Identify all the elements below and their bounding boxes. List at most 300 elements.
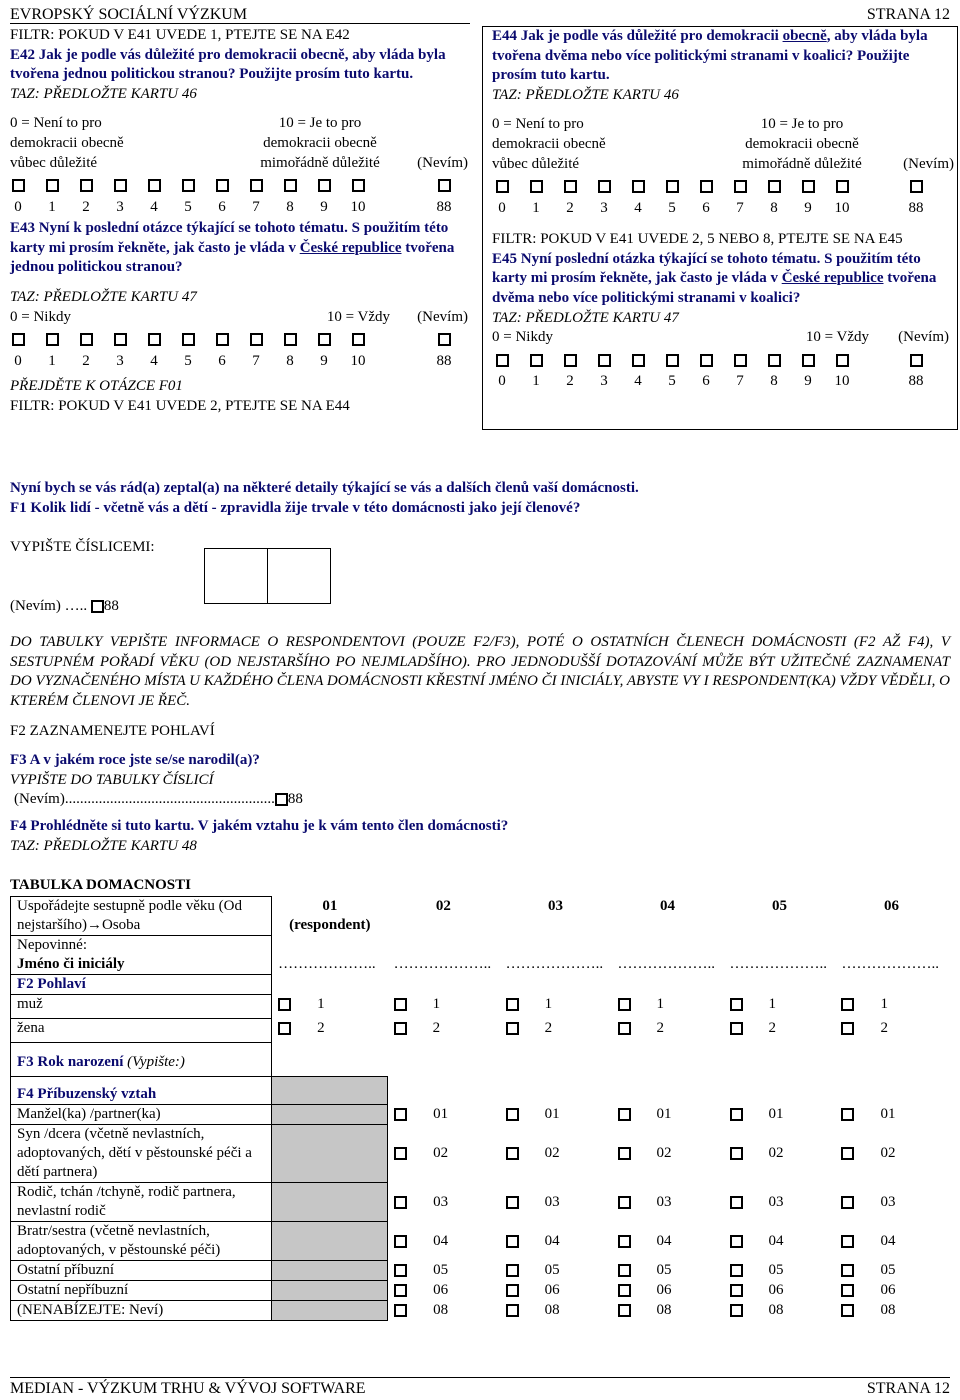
scale-value: 1 (48, 198, 56, 215)
scale-value: 5 (668, 199, 676, 216)
scale-value: 7 (736, 373, 744, 390)
scale-option-4[interactable] (626, 348, 650, 392)
female-option[interactable]: 2 (278, 1020, 325, 1036)
scale-option-3[interactable] (108, 327, 132, 371)
scale-anchors-e43: 0 = Nikdy 10 = Vždy (Nevím) (10, 308, 468, 325)
male-option[interactable]: 1 (394, 996, 441, 1012)
checkbox[interactable] (530, 354, 543, 367)
relation-option[interactable]: 03 (506, 1194, 560, 1210)
checkbox[interactable] (632, 354, 645, 367)
scale-value: 10 (834, 373, 850, 390)
scale-option-9[interactable] (312, 327, 336, 371)
checkbox[interactable] (730, 998, 743, 1011)
checkbox[interactable] (618, 1196, 631, 1209)
birth-year-field[interactable] (724, 1043, 836, 1077)
relation-option[interactable]: 04 (394, 1233, 448, 1249)
birth-year-field[interactable] (500, 1043, 612, 1077)
checkbox[interactable] (394, 1284, 407, 1297)
checkbox[interactable] (12, 333, 25, 346)
name-field[interactable]: ……………….. (841, 955, 939, 972)
card-46-instruction: TAZ: PŘEDLOŽTE KARTU 46 (10, 85, 197, 102)
female-option[interactable]: 2 (394, 1020, 441, 1036)
scale-value: 5 (668, 373, 676, 390)
relation-option[interactable]: 01 (506, 1106, 560, 1122)
scale-value: 2 (82, 198, 90, 215)
page-footer (10, 1380, 950, 1398)
scale-value: 4 (634, 373, 642, 390)
checkbox[interactable] (250, 333, 263, 346)
checkbox[interactable] (730, 1264, 743, 1277)
checkbox[interactable] (564, 180, 577, 193)
checkbox[interactable] (318, 179, 331, 192)
checkbox[interactable] (506, 1108, 519, 1121)
scale-value: 7 (252, 352, 260, 369)
scale-value: 3 (600, 199, 608, 216)
table-row: (NENABÍZEJTE: Neví) 08 08 08 08 08 (11, 1301, 948, 1321)
question-f3-block: F3 A v jakém roce jste se/se narodil(a)? VYPIŠTE DO TABULKY ČÍSLICÍ (Nevím)........................................................ 88 (10, 752, 303, 808)
scale-value: 6 (702, 199, 710, 216)
checkbox[interactable] (841, 1147, 854, 1160)
scale-option-2[interactable] (558, 174, 582, 218)
checkbox[interactable] (182, 333, 195, 346)
scale-value: 88 (908, 199, 924, 216)
relation-option[interactable]: 06 (841, 1282, 895, 1298)
scale-option-10[interactable] (346, 327, 370, 371)
goto-f01: PŘEJDĚTE K OTÁZCE F01 (10, 378, 183, 395)
relation-option[interactable]: 04 (618, 1233, 672, 1249)
scale-option-7[interactable] (728, 348, 752, 392)
checkbox[interactable] (841, 1264, 854, 1277)
page-header (10, 2, 950, 24)
relation-option[interactable]: 02 (841, 1145, 895, 1161)
male-option[interactable]: 1 (618, 996, 665, 1012)
checkbox[interactable] (318, 333, 331, 346)
scale-value: 8 (286, 198, 294, 215)
scale-value: 9 (320, 352, 328, 369)
scale-option-3[interactable] (592, 174, 616, 218)
checkbox[interactable] (618, 1264, 631, 1277)
checkbox[interactable] (618, 1304, 631, 1317)
scale-option-9[interactable] (312, 173, 336, 217)
checkbox[interactable] (618, 1022, 631, 1035)
scale-value: 5 (184, 198, 192, 215)
filter-e44: FILTR: POKUD V E41 UVEDE 2, PTEJTE SE NA E44 (10, 397, 350, 414)
scale-option-88[interactable] (904, 174, 928, 218)
checkbox[interactable] (802, 180, 815, 193)
checkbox[interactable] (278, 998, 291, 1011)
scale-option-10[interactable] (346, 173, 370, 217)
scale-option-6[interactable] (210, 327, 234, 371)
name-field[interactable]: ……………….. (393, 955, 492, 972)
scale-option-88[interactable] (432, 173, 456, 217)
male-option[interactable]: 1 (730, 996, 777, 1012)
checkbox[interactable] (730, 1284, 743, 1297)
checkbox[interactable] (114, 333, 127, 346)
relation-option[interactable]: 03 (730, 1194, 784, 1210)
relation-option[interactable]: 06 (394, 1282, 448, 1298)
checkbox[interactable] (730, 1147, 743, 1160)
table-row: Rodič, tchán /tchyně, rodič partnera, nevlastní rodič 03 03 03 03 03 (11, 1183, 948, 1222)
scale-value: 0 (498, 199, 506, 216)
relation-option[interactable]: 05 (730, 1262, 784, 1278)
checkbox[interactable] (836, 354, 849, 367)
checkbox[interactable] (352, 333, 365, 346)
checkbox[interactable] (438, 179, 451, 192)
table-row: žena 2 2 2 2 2 2 (11, 1019, 948, 1043)
scale-option-8[interactable] (278, 173, 302, 217)
question-e43: E43 Nyní k poslední otázce týkající se tohoto tématu. S použitím této karty mi prosím řekněte, jak často je vláda v České republice tvořena jednou politickou stranou? (10, 220, 455, 276)
page-number: STRANA 12 (866, 6, 950, 23)
scale-value: 10 (350, 352, 366, 369)
scale-value: 0 (498, 373, 506, 390)
scale-value: 5 (184, 352, 192, 369)
checkbox[interactable] (352, 179, 365, 192)
relation-option[interactable]: 06 (618, 1282, 672, 1298)
checkbox[interactable] (46, 333, 59, 346)
scale-value: 8 (770, 373, 778, 390)
name-field[interactable]: ……………….. (729, 955, 827, 972)
scale-value: 88 (436, 352, 452, 369)
scale-value: 1 (532, 199, 540, 216)
f1-dont-know: (Nevím) ….. 88 (10, 598, 119, 614)
checkbox[interactable] (114, 179, 127, 192)
checkbox[interactable] (802, 354, 815, 367)
checkbox[interactable] (841, 1284, 854, 1297)
table-header-row: Uspořádejte sestupně podle věku (Od nejstaršího)→Osoba 01 (respondent) 02 03 04 05 06 (11, 897, 948, 936)
scale-option-5[interactable] (176, 327, 200, 371)
scale-value: 3 (116, 352, 124, 369)
relation-option[interactable]: 03 (841, 1194, 895, 1210)
checkbox[interactable] (730, 1235, 743, 1248)
scale-option-5[interactable] (660, 174, 684, 218)
scale-option-0[interactable] (6, 173, 30, 217)
checkbox[interactable] (734, 354, 747, 367)
checkbox[interactable] (496, 354, 509, 367)
checkbox[interactable] (80, 333, 93, 346)
scale-option-2[interactable] (74, 173, 98, 217)
scale-option-3[interactable] (592, 348, 616, 392)
checkbox[interactable] (836, 180, 849, 193)
digit-box-2[interactable] (267, 548, 331, 604)
checkbox[interactable] (768, 180, 781, 193)
scale-option-7[interactable] (244, 173, 268, 217)
checkbox[interactable] (12, 179, 25, 192)
checkbox[interactable] (910, 180, 923, 193)
scale-value: 4 (150, 198, 158, 215)
write-digits-label: VYPIŠTE ČÍSLICEMI: (10, 539, 155, 555)
checkbox[interactable] (841, 1235, 854, 1248)
scale-value: 9 (804, 373, 812, 390)
checkbox[interactable] (216, 179, 229, 192)
relation-option[interactable]: 04 (730, 1233, 784, 1249)
checkbox[interactable] (618, 1147, 631, 1160)
checkbox[interactable] (394, 1304, 407, 1317)
footer-page: STRANA 12 (866, 1380, 950, 1397)
scale-option-2[interactable] (74, 327, 98, 371)
scale-option-7[interactable] (728, 174, 752, 218)
scale-value: 0 (14, 198, 22, 215)
scale-value: 8 (770, 199, 778, 216)
scale-e44 (492, 174, 957, 220)
male-option[interactable]: 1 (506, 996, 553, 1012)
scale-option-0[interactable] (490, 174, 514, 218)
checkbox[interactable] (632, 180, 645, 193)
scale-option-5[interactable] (660, 348, 684, 392)
scale-value: 8 (286, 352, 294, 369)
checkbox[interactable] (91, 600, 104, 613)
right-panel (482, 26, 958, 430)
checkbox[interactable] (216, 333, 229, 346)
scale-value: 9 (804, 199, 812, 216)
checkbox[interactable] (730, 1108, 743, 1121)
checkbox[interactable] (506, 1264, 519, 1277)
table-row: Ostatní nepříbuzní 06 06 06 06 06 (11, 1281, 948, 1301)
scale-option-6[interactable] (694, 348, 718, 392)
household-intro: Nyní bych se vás rád(a) zeptal(a) na některé detaily týkající se vás a dalších členů vaší domácnosti. F1 Kolik lidí - včetně vás a dětí - zpravidla žije trvale v této domácnosti jako její členové? (10, 479, 950, 518)
male-option[interactable]: 1 (841, 996, 888, 1012)
female-option[interactable]: 2 (841, 1020, 888, 1036)
relation-option[interactable]: 05 (841, 1262, 895, 1278)
checkbox[interactable] (506, 998, 519, 1011)
relation-option[interactable]: 05 (618, 1262, 672, 1278)
scale-value: 88 (908, 373, 924, 390)
checkbox[interactable] (768, 354, 781, 367)
checkbox[interactable] (46, 179, 59, 192)
household-table (10, 896, 948, 1321)
scale-value: 7 (252, 198, 260, 215)
scale-anchors-e42: 0 = Není to pro 10 = Je to pro demokracii obecně demokracii obecně vůbec důležité mimořádně důležité (Nevím) (10, 115, 468, 171)
checkbox[interactable] (598, 354, 611, 367)
checkbox[interactable] (564, 354, 577, 367)
scale-option-8[interactable] (762, 348, 786, 392)
relation-option[interactable]: 04 (506, 1233, 560, 1249)
checkbox[interactable] (278, 1022, 291, 1035)
checkbox[interactable] (506, 1022, 519, 1035)
relation-option[interactable]: 08 (841, 1302, 895, 1318)
name-field[interactable]: ……………….. (617, 955, 716, 972)
question-f1: F1 Kolik lidí - včetně vás a dětí - zpravidla žije trvale v této domácnosti jako její členové? (10, 499, 581, 516)
scale-value: 2 (566, 373, 574, 390)
scale-value: 1 (532, 373, 540, 390)
left-panel (10, 26, 468, 416)
checkbox[interactable] (618, 1284, 631, 1297)
scale-option-5[interactable] (176, 173, 200, 217)
relation-option[interactable]: 05 (394, 1262, 448, 1278)
scale-option-1[interactable] (524, 174, 548, 218)
relation-option[interactable]: 01 (730, 1106, 784, 1122)
scale-option-3[interactable] (108, 173, 132, 217)
male-option[interactable]: 1 (278, 996, 325, 1012)
scale-option-10[interactable] (830, 348, 854, 392)
relation-option[interactable]: 03 (394, 1194, 448, 1210)
scale-option-9[interactable] (796, 348, 820, 392)
card-47-instruction-right: TAZ: PŘEDLOŽTE KARTU 47 (492, 309, 679, 326)
checkbox[interactable] (506, 1284, 519, 1297)
relation-option[interactable]: 01 (841, 1106, 895, 1122)
table-row: muž 1 1 1 1 1 1 (11, 995, 948, 1019)
scale-option-8[interactable] (278, 327, 302, 371)
table-row: Bratr/sestra (včetně nevlastních, adoptovaných, v pěstounské péči) 04 04 04 04 04 (11, 1222, 948, 1261)
scale-value: 4 (634, 199, 642, 216)
checkbox[interactable] (284, 333, 297, 346)
table-row: Manžel(ka) /partner(ka) 01 01 01 01 01 (11, 1105, 948, 1125)
checkbox[interactable] (250, 179, 263, 192)
scale-value: 88 (436, 198, 452, 215)
scale-option-0[interactable] (490, 348, 514, 392)
birth-year-field[interactable] (612, 1043, 724, 1077)
checkbox[interactable] (530, 180, 543, 193)
checkbox[interactable] (394, 1022, 407, 1035)
checkbox[interactable] (618, 1235, 631, 1248)
checkbox[interactable] (700, 354, 713, 367)
scale-option-88[interactable] (432, 327, 456, 371)
checkbox[interactable] (182, 179, 195, 192)
checkbox[interactable] (730, 1022, 743, 1035)
relation-option[interactable]: 01 (394, 1106, 448, 1122)
relation-option[interactable]: 02 (506, 1145, 560, 1161)
female-option[interactable]: 2 (506, 1020, 553, 1036)
checkbox[interactable] (506, 1196, 519, 1209)
relation-option[interactable]: 08 (730, 1302, 784, 1318)
scale-value: 7 (736, 199, 744, 216)
footer-company: MEDIAN - VÝZKUM TRHU & VÝVOJ SOFTWARE (10, 1380, 366, 1397)
checkbox[interactable] (496, 180, 509, 193)
relation-option[interactable]: 06 (730, 1282, 784, 1298)
question-e45: E45 Nyní poslední otázka týkající se tohoto tématu. S použitím této karty mi prosím řekněte, jak často je vláda v České republice tvořena dvěma nebo více politickými stranami v koalici? (492, 250, 937, 306)
scale-option-1[interactable] (40, 327, 64, 371)
relation-option[interactable]: 02 (618, 1145, 672, 1161)
scale-value: 9 (320, 198, 328, 215)
scale-option-0[interactable] (6, 327, 30, 371)
checkbox[interactable] (666, 180, 679, 193)
checkbox[interactable] (734, 180, 747, 193)
card-46-instruction-right: TAZ: PŘEDLOŽTE KARTU 46 (492, 86, 679, 103)
checkbox[interactable] (618, 1108, 631, 1121)
checkbox[interactable] (841, 1022, 854, 1035)
scale-option-10[interactable] (830, 174, 854, 218)
name-field[interactable]: ……………….. (278, 955, 376, 972)
checkbox[interactable] (598, 180, 611, 193)
checkbox[interactable] (841, 1304, 854, 1317)
checkbox[interactable] (618, 998, 631, 1011)
relation-option[interactable]: 02 (730, 1145, 784, 1161)
scale-value: 10 (834, 199, 850, 216)
scale-option-7[interactable] (244, 327, 268, 371)
scale-option-1[interactable] (40, 173, 64, 217)
scale-value: 6 (702, 373, 710, 390)
filter-e45: FILTR: POKUD V E41 UVEDE 2, 5 NEBO 8, PTEJTE SE NA E45 (492, 231, 903, 248)
checkbox[interactable] (841, 1196, 854, 1209)
checkbox[interactable] (438, 333, 451, 346)
scale-option-9[interactable] (796, 174, 820, 218)
relation-option[interactable]: 04 (841, 1233, 895, 1249)
scale-e42 (10, 173, 468, 219)
table-row: Nepovinné: Jméno či iniciály ……………….. ……………….. ……………….. ……………….. ……………….. ……………….. (11, 936, 948, 975)
survey-title: EVROPSKÝ SOCIÁLNÍ VÝZKUM (10, 6, 248, 23)
question-e42: E42 Jak je podle vás důležité pro demokracii obecně, aby vláda byla tvořena jednou politickou stranou? Použijte prosím tuto kartu. (10, 46, 446, 83)
checkbox[interactable] (394, 1264, 407, 1277)
scale-value: 0 (14, 352, 22, 369)
checkbox[interactable] (394, 1147, 407, 1160)
filter-e42: FILTR: POKUD V E41 UVEDE 1, PTEJTE SE NA E42 (10, 27, 350, 43)
checkbox[interactable] (730, 1196, 743, 1209)
relation-option[interactable]: 08 (506, 1302, 560, 1318)
card-47-instruction: TAZ: PŘEDLOŽTE KARTU 47 (10, 288, 197, 305)
table-row: F3 Rok narození (Vypište:) (11, 1043, 948, 1077)
checkbox[interactable] (394, 1196, 407, 1209)
scale-option-88[interactable] (904, 348, 928, 392)
checkbox[interactable] (506, 1304, 519, 1317)
checkbox[interactable] (394, 1235, 407, 1248)
scale-value: 2 (566, 199, 574, 216)
digit-box-1[interactable] (204, 548, 268, 604)
scale-e45 (492, 348, 957, 394)
checkbox[interactable] (700, 180, 713, 193)
name-field[interactable]: ……………….. (505, 955, 604, 972)
relation-option[interactable]: 08 (618, 1302, 672, 1318)
scale-option-4[interactable] (142, 173, 166, 217)
birth-year-field[interactable] (835, 1043, 947, 1077)
table-row: Syn /dcera (včetně nevlastních, adoptovaných, dětí v pěstounské péči a dětí partnera) 02 02 02 02 02 (11, 1125, 948, 1183)
scale-value: 2 (82, 352, 90, 369)
checkbox[interactable] (394, 998, 407, 1011)
scale-option-6[interactable] (210, 173, 234, 217)
scale-value: 1 (48, 352, 56, 369)
table-row: F4 Příbuzenský vztah (11, 1077, 948, 1105)
question-e44: E44 Jak je podle vás důležité pro demokracii obecně, aby vláda byla tvořena dvěma nebo více politickými stranami v koalici? Použijte prosím tuto kartu. (492, 28, 928, 84)
scale-value: 3 (116, 198, 124, 215)
checkbox[interactable] (80, 179, 93, 192)
footer-rule (10, 1377, 950, 1378)
scale-value: 6 (218, 198, 226, 215)
checkbox[interactable] (730, 1304, 743, 1317)
scale-option-2[interactable] (558, 348, 582, 392)
scale-option-4[interactable] (626, 174, 650, 218)
scale-anchors-e45: 0 = Nikdy 10 = Vždy (Nevím) (492, 329, 949, 346)
checkbox[interactable] (148, 179, 161, 192)
scale-option-4[interactable] (142, 327, 166, 371)
scale-option-6[interactable] (694, 174, 718, 218)
relation-option[interactable]: 06 (506, 1282, 560, 1298)
checkbox[interactable] (275, 793, 288, 806)
checkbox[interactable] (841, 998, 854, 1011)
checkbox[interactable] (841, 1108, 854, 1121)
checkbox[interactable] (506, 1147, 519, 1160)
table-title: TABULKA DOMACNOSTI (10, 877, 191, 893)
checkbox[interactable] (910, 354, 923, 367)
birth-year-field[interactable] (272, 1043, 388, 1077)
checkbox[interactable] (506, 1235, 519, 1248)
checkbox[interactable] (284, 179, 297, 192)
relation-option[interactable]: 03 (618, 1194, 672, 1210)
table-instruction: DO TABULKY VEPIŠTE INFORMACE O RESPONDENTOVI (POUZE F2/F3), POTÉ O OSTATNÍCH ČLENECH DOMÁCNOSTI (F2 AŽ F4), V SESTUPNÉM POŘADÍ VĚKU (OD NEJSTARŠÍHO PO NEJMLADŠÍHO). PRO JEDNODUŠŠÍ DOTAZOVÁNÍ MŮŽE BÝT UŽITEČNÉ ZAZNAMENAT DO VYZNAČENÉHO MÍSTA U KAŽDÉHO ČLENA DOMÁCNOSTI KŘESTNÍ JMÉNO ČI INICIÁLY, ABYSTE VY I RESPONDENT(KA) VŽDY VĚDĚLI, O KTERÉM ČLENOVI JE ŘEČ. (10, 634, 950, 709)
female-option[interactable]: 2 (730, 1020, 777, 1036)
checkbox[interactable] (666, 354, 679, 367)
relation-option[interactable]: 01 (618, 1106, 672, 1122)
question-f4-block: F4 Prohlédněte si tuto kartu. V jakém vztahu je k vám tento člen domácnosti? TAZ: PŘEDLOŽTE KARTU 48 (10, 818, 509, 854)
scale-value: 10 (350, 198, 366, 215)
scale-e43 (10, 327, 468, 373)
birth-year-field[interactable] (388, 1043, 500, 1077)
scale-option-8[interactable] (762, 174, 786, 218)
relation-option[interactable]: 02 (394, 1145, 448, 1161)
checkbox[interactable] (148, 333, 161, 346)
scale-option-1[interactable] (524, 348, 548, 392)
relation-option[interactable]: 08 (394, 1302, 448, 1318)
female-option[interactable]: 2 (618, 1020, 665, 1036)
checkbox[interactable] (394, 1108, 407, 1121)
relation-option[interactable]: 05 (506, 1262, 560, 1278)
